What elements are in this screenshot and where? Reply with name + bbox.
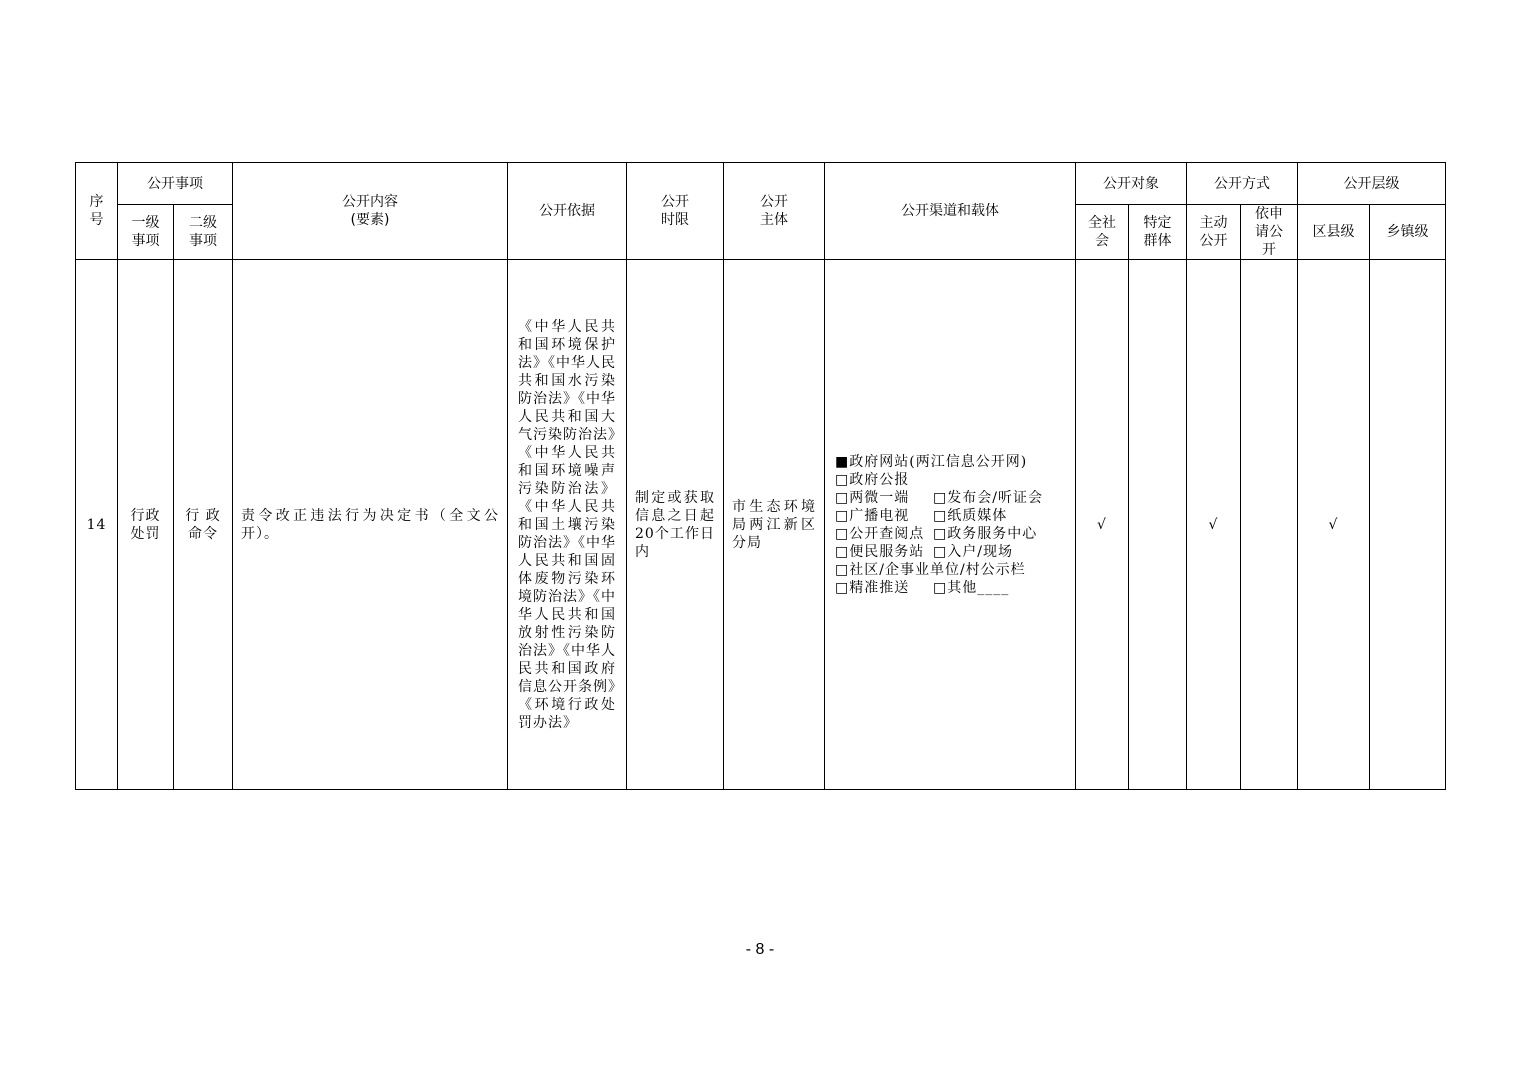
header-level: 公开层级 bbox=[1298, 163, 1446, 205]
header-method-active: 主动公开 bbox=[1187, 205, 1241, 260]
header-method: 公开方式 bbox=[1187, 163, 1298, 205]
channel-other: □其他____ bbox=[933, 579, 1010, 596]
channel-press-hearing: □发布会/听证会 bbox=[933, 489, 1043, 506]
header-level-town: 乡镇级 bbox=[1370, 205, 1446, 260]
header-target-group: 特定群体 bbox=[1129, 205, 1187, 260]
row-channels bbox=[825, 260, 1076, 790]
row-method-active: √ bbox=[1187, 260, 1241, 790]
page-number: - 8 - bbox=[745, 941, 775, 958]
header-seq: 序号 bbox=[76, 163, 118, 260]
channel-door-to-door: □入户/现场 bbox=[933, 543, 1013, 560]
header-level-county: 区县级 bbox=[1298, 205, 1370, 260]
row-target-group bbox=[1129, 260, 1187, 790]
row-level-county: √ bbox=[1298, 260, 1370, 790]
row-level1: 行政处罚 bbox=[118, 260, 174, 790]
row-target-all: √ bbox=[1076, 260, 1129, 790]
channel-wechat-weibo-app: □两微一端 bbox=[835, 489, 910, 506]
header-items: 公开事项 bbox=[118, 163, 233, 205]
channel-government-website: ■政府网站(两江信息公开网) bbox=[835, 453, 1028, 470]
header-target: 公开对象 bbox=[1076, 163, 1187, 205]
row-content: 责令改正违法行为决定书（全文公开）。 bbox=[233, 260, 508, 790]
header-target-all: 全社会 bbox=[1076, 205, 1129, 260]
disclosure-table bbox=[75, 162, 1446, 790]
header-content: 公开内容(要素) bbox=[233, 163, 508, 260]
header-subject: 公开主体 bbox=[724, 163, 825, 260]
channel-convenience-station: □便民服务站 bbox=[835, 543, 925, 560]
row-level-town bbox=[1370, 260, 1446, 790]
header-time-limit: 公开时限 bbox=[627, 163, 724, 260]
header-channels: 公开渠道和载体 bbox=[825, 163, 1076, 260]
channel-service-center: □政务服务中心 bbox=[933, 525, 1038, 542]
channel-public-reading-point: □公开查阅点 bbox=[835, 525, 925, 542]
row-method-request bbox=[1241, 260, 1298, 790]
row-seq: 14 bbox=[76, 260, 118, 790]
channel-government-gazette: □政府公报 bbox=[835, 471, 910, 488]
channel-radio-tv: □广播电视 bbox=[835, 507, 910, 524]
row-subject: 市生态环境局两江新区分局 bbox=[724, 260, 825, 790]
row-basis: 《中华人民共和国环境保护法》《中华人民共和国水污染防治法》《中华人民共和国大气污染防治法》《中华人民共和国环境噪声污染防治法》《中华人民共和国土壤污染防治法》《中华人民共和国固体废物污染环境防治法》《中华人民共和国放射性污染防治法》《中华人民共和国政府信息公开条例》《环境行政处罚办法》 bbox=[508, 260, 627, 790]
row-level2: 行 政命令 bbox=[174, 260, 233, 790]
channel-print-media: □纸质媒体 bbox=[933, 507, 1008, 524]
header-level2: 二级事项 bbox=[174, 205, 233, 260]
header-level1: 一级事项 bbox=[118, 205, 174, 260]
channel-bulletin-board: □社区/企事业单位/村公示栏 bbox=[835, 561, 1026, 578]
row-time-limit: 制定或获取信息之日起20个工作日内 bbox=[627, 260, 724, 790]
header-basis: 公开依据 bbox=[508, 163, 627, 260]
channel-targeted-push: □精准推送 bbox=[835, 579, 910, 596]
header-method-request: 依申请公开 bbox=[1241, 205, 1298, 260]
